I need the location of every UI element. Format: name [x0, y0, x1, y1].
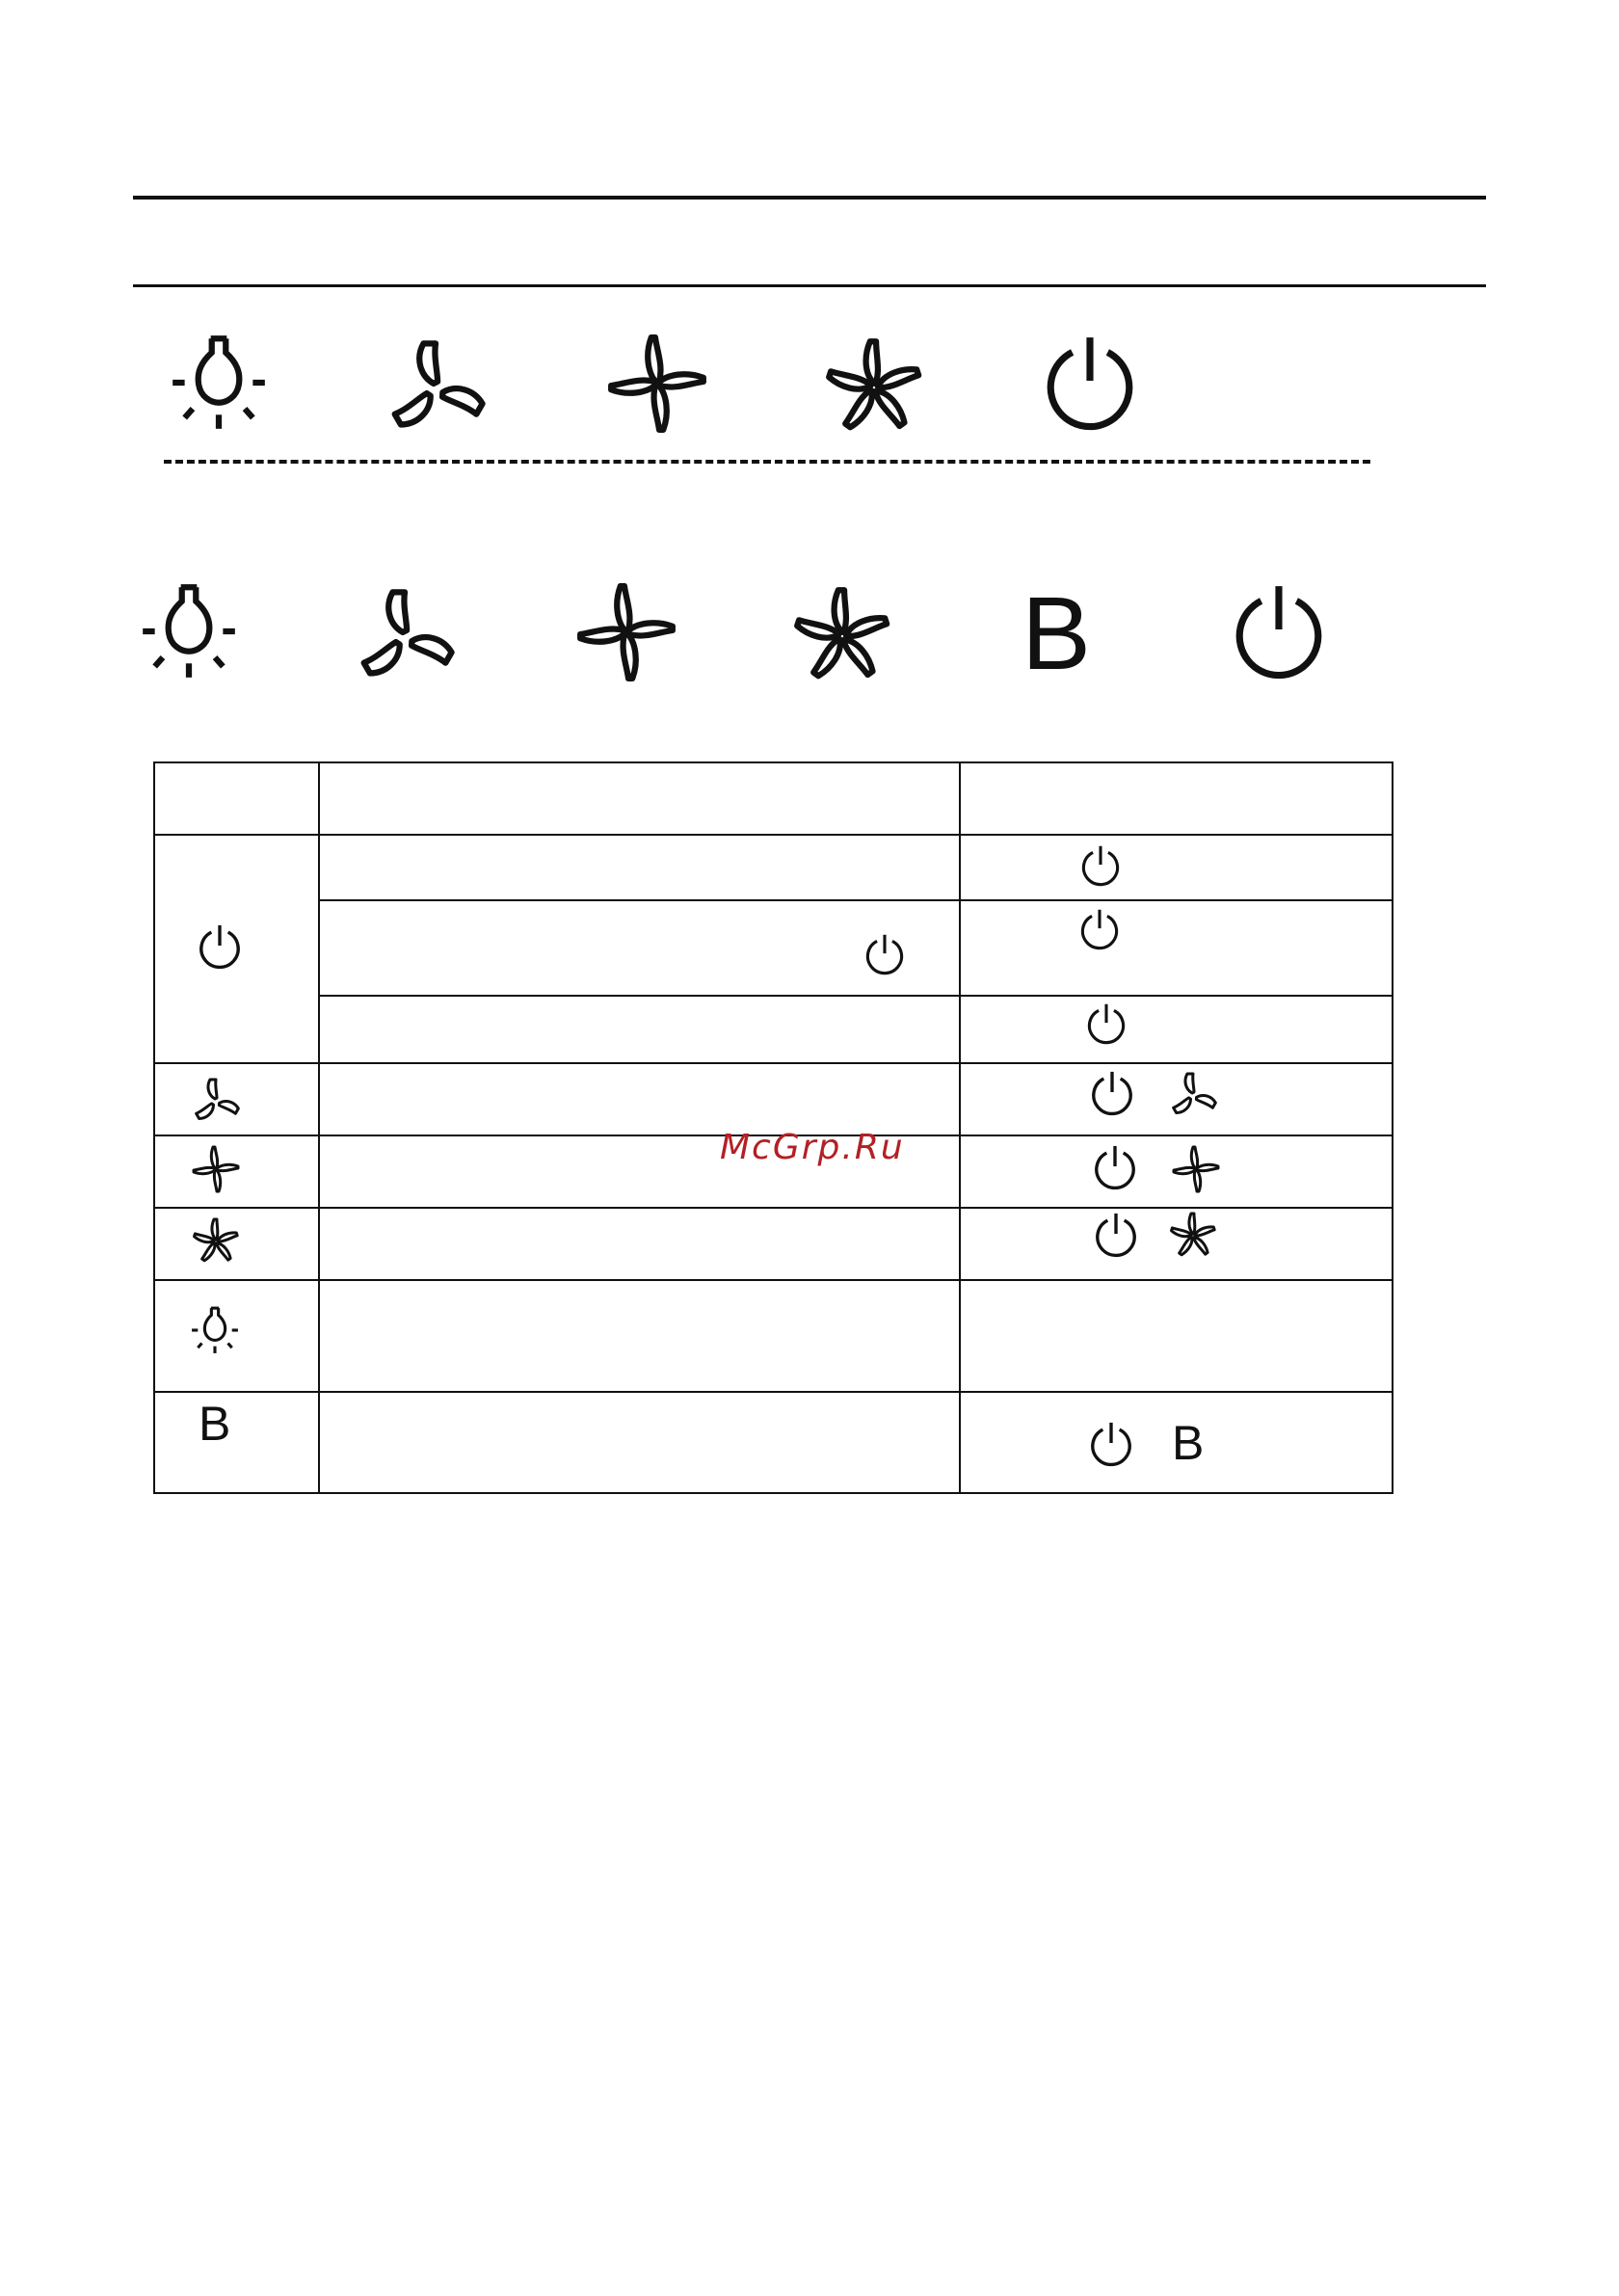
power-icon — [197, 923, 243, 970]
light-bulb-icon — [139, 581, 239, 681]
power-icon — [1085, 1002, 1128, 1045]
fan-speed-2-icon — [1172, 1145, 1220, 1193]
boost-label: B — [1172, 1416, 1205, 1470]
dashed-divider — [164, 460, 1370, 464]
table-header-row — [153, 761, 1393, 834]
light-bulb-icon — [169, 333, 269, 433]
boost-label: B — [1022, 574, 1092, 691]
power-icon — [1079, 844, 1122, 887]
fan-speed-1-icon — [1169, 1070, 1217, 1118]
fan-speed-1-icon — [355, 584, 455, 684]
fan-speed-1-icon — [192, 1076, 240, 1124]
power-icon — [1093, 1212, 1139, 1258]
power-icon — [1230, 582, 1328, 681]
table-row — [153, 1279, 1393, 1391]
table-row — [153, 1391, 1393, 1492]
table-row — [318, 995, 1393, 1062]
fan-speed-1-icon — [385, 335, 486, 436]
light-bulb-icon — [190, 1305, 240, 1355]
table-row — [318, 899, 1393, 995]
second-rule — [133, 284, 1486, 287]
power-icon — [1092, 1144, 1138, 1190]
fan-speed-3-icon — [824, 335, 924, 436]
fan-speed-3-icon — [1169, 1211, 1217, 1259]
table-row — [318, 834, 1393, 899]
fan-speed-2-icon — [192, 1145, 240, 1193]
fan-speed-3-icon — [192, 1216, 240, 1265]
power-icon — [1089, 1070, 1135, 1116]
fan-speed-2-icon — [576, 582, 677, 682]
watermark: McGrp.Ru — [720, 1128, 905, 1167]
power-icon — [1088, 1421, 1134, 1467]
top-rule — [133, 196, 1486, 200]
power-icon — [1078, 908, 1121, 950]
boost-label: B — [199, 1397, 231, 1451]
fan-speed-3-icon — [792, 584, 892, 684]
power-icon — [863, 933, 906, 975]
power-icon — [1041, 334, 1139, 432]
fan-speed-2-icon — [607, 334, 707, 434]
